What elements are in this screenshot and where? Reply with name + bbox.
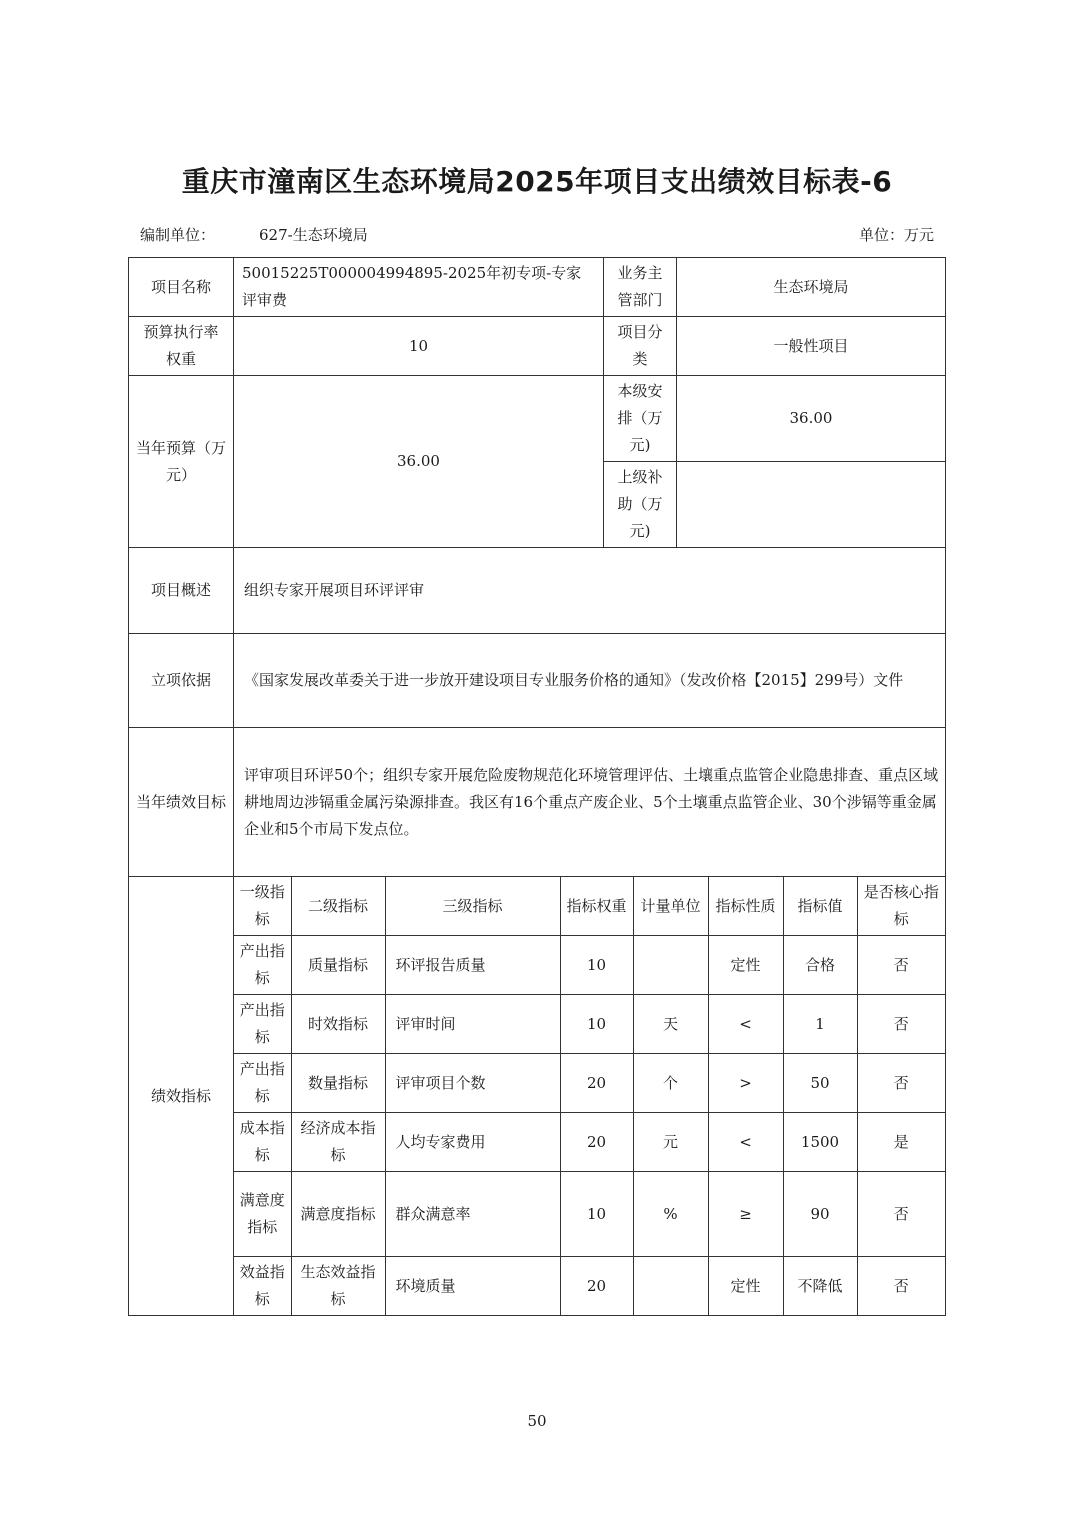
- cell-level3: 群众满意率: [385, 1172, 560, 1257]
- unit-label: 单位：万元: [858, 226, 934, 244]
- performance-target-table: [128, 257, 946, 1316]
- table-row: [234, 1113, 945, 1172]
- cell-core: 否: [857, 1257, 945, 1316]
- cell-level1: 产出指标: [234, 1054, 291, 1113]
- cell-core: 否: [857, 936, 945, 995]
- project-name-value: 50015225T000004994895-2025年初专项-专家评审费: [234, 258, 604, 317]
- cell-core: 否: [857, 995, 945, 1054]
- header-unit: 计量单位: [633, 877, 708, 936]
- cell-nature: 定性: [708, 1257, 783, 1316]
- goal-label: 当年绩效目标: [129, 728, 234, 877]
- local-label: 本级安排（万元): [604, 376, 677, 462]
- cell-level2: 经济成本指标: [291, 1113, 385, 1172]
- header-level2: 二级指标: [291, 877, 385, 936]
- cell-nature: <: [708, 1113, 783, 1172]
- cell-level2: 质量指标: [291, 936, 385, 995]
- header-weight: 指标权重: [560, 877, 633, 936]
- cell-value: 1: [783, 995, 857, 1054]
- cell-level1: 产出指标: [234, 936, 291, 995]
- overview-label: 项目概述: [129, 548, 234, 634]
- project-name-label: 项目名称: [129, 258, 234, 317]
- local-value: 36.00: [677, 376, 946, 462]
- cell-value: 1500: [783, 1113, 857, 1172]
- cell-level3: 环境质量: [385, 1257, 560, 1316]
- cell-core: 否: [857, 1172, 945, 1257]
- perf-header-row: [234, 877, 945, 936]
- perf-body: [234, 877, 945, 1315]
- cell-core: 是: [857, 1113, 945, 1172]
- category-value: 一般性项目: [677, 317, 946, 376]
- org-value: 627-生态环境局: [259, 226, 368, 244]
- cell-weight: 20: [560, 1113, 633, 1172]
- org-info: [140, 224, 368, 245]
- budget-value: 36.00: [234, 376, 604, 548]
- page-title: 重庆市潼南区生态环境局2025年项目支出绩效目标表-6: [181, 165, 893, 198]
- upper-value: [677, 462, 946, 548]
- header-value: 指标值: [783, 877, 857, 936]
- cell-value: 合格: [783, 936, 857, 995]
- perf-indicator-table: [234, 877, 945, 1315]
- header-nature: 指标性质: [708, 877, 783, 936]
- cell-weight: 20: [560, 1257, 633, 1316]
- cell-level1: 产出指标: [234, 995, 291, 1054]
- table-row: [234, 995, 945, 1054]
- page-number: 50: [527, 1412, 547, 1430]
- basis-label: 立项依据: [129, 634, 234, 728]
- cell-weight: 10: [560, 1172, 633, 1257]
- cell-unit: 天: [633, 995, 708, 1054]
- upper-label: 上级补助（万元): [604, 462, 677, 548]
- table-row: [234, 1257, 945, 1316]
- budget-label: 当年预算（万元）: [129, 376, 234, 548]
- cell-level1: 满意度指标: [234, 1172, 291, 1257]
- perf-wrap: [234, 877, 946, 1316]
- cell-value: 不降低: [783, 1257, 857, 1316]
- cell-level2: 时效指标: [291, 995, 385, 1054]
- cell-weight: 10: [560, 936, 633, 995]
- cell-level3: 环评报告质量: [385, 936, 560, 995]
- cell-value: 90: [783, 1172, 857, 1257]
- category-label: 项目分类: [604, 317, 677, 376]
- cell-level2: 满意度指标: [291, 1172, 385, 1257]
- header-level1: 一级指标: [234, 877, 291, 936]
- header-level3: 三级指标: [385, 877, 560, 936]
- table-row: [234, 1054, 945, 1113]
- cell-level2: 数量指标: [291, 1054, 385, 1113]
- weight-value: 10: [234, 317, 604, 376]
- basis-value: 《国家发展改革委关于进一步放开建设项目专业服务价格的通知》（发改价格【2015】299号）文件: [234, 634, 946, 728]
- cell-unit: 元: [633, 1113, 708, 1172]
- goal-value: 评审项目环评50个；组织专家开展危险废物规范化环境管理评估、土壤重点监管企业隐患排查、重点区域耕地周边涉镉重金属污染源排查。我区有16个重点产废企业、5个土壤重点监管企业、30个涉镉等重金属企业和5个市局下发点位。: [234, 728, 946, 877]
- cell-weight: 20: [560, 1054, 633, 1113]
- cell-unit: %: [633, 1172, 708, 1257]
- cell-level3: 评审时间: [385, 995, 560, 1054]
- table-row: [234, 936, 945, 995]
- cell-nature: <: [708, 995, 783, 1054]
- cell-core: 否: [857, 1054, 945, 1113]
- cell-level2: 生态效益指标: [291, 1257, 385, 1316]
- cell-value: 50: [783, 1054, 857, 1113]
- table-row: [234, 1172, 945, 1257]
- weight-label: 预算执行率权重: [129, 317, 234, 376]
- cell-level3: 评审项目个数: [385, 1054, 560, 1113]
- cell-nature: >: [708, 1054, 783, 1113]
- overview-value: 组织专家开展项目环评评审: [234, 548, 946, 634]
- org-label: 编制单位：: [140, 226, 216, 244]
- perf-label: 绩效指标: [129, 877, 234, 1316]
- dept-value: 生态环境局: [677, 258, 946, 317]
- cell-nature: ≥: [708, 1172, 783, 1257]
- cell-nature: 定性: [708, 936, 783, 995]
- cell-unit: [633, 936, 708, 995]
- cell-level1: 成本指标: [234, 1113, 291, 1172]
- dept-label: 业务主管部门: [604, 258, 677, 317]
- cell-unit: 个: [633, 1054, 708, 1113]
- cell-level1: 效益指标: [234, 1257, 291, 1316]
- cell-weight: 10: [560, 995, 633, 1054]
- header-core: 是否核心指标: [857, 877, 945, 936]
- cell-unit: [633, 1257, 708, 1316]
- cell-level3: 人均专家费用: [385, 1113, 560, 1172]
